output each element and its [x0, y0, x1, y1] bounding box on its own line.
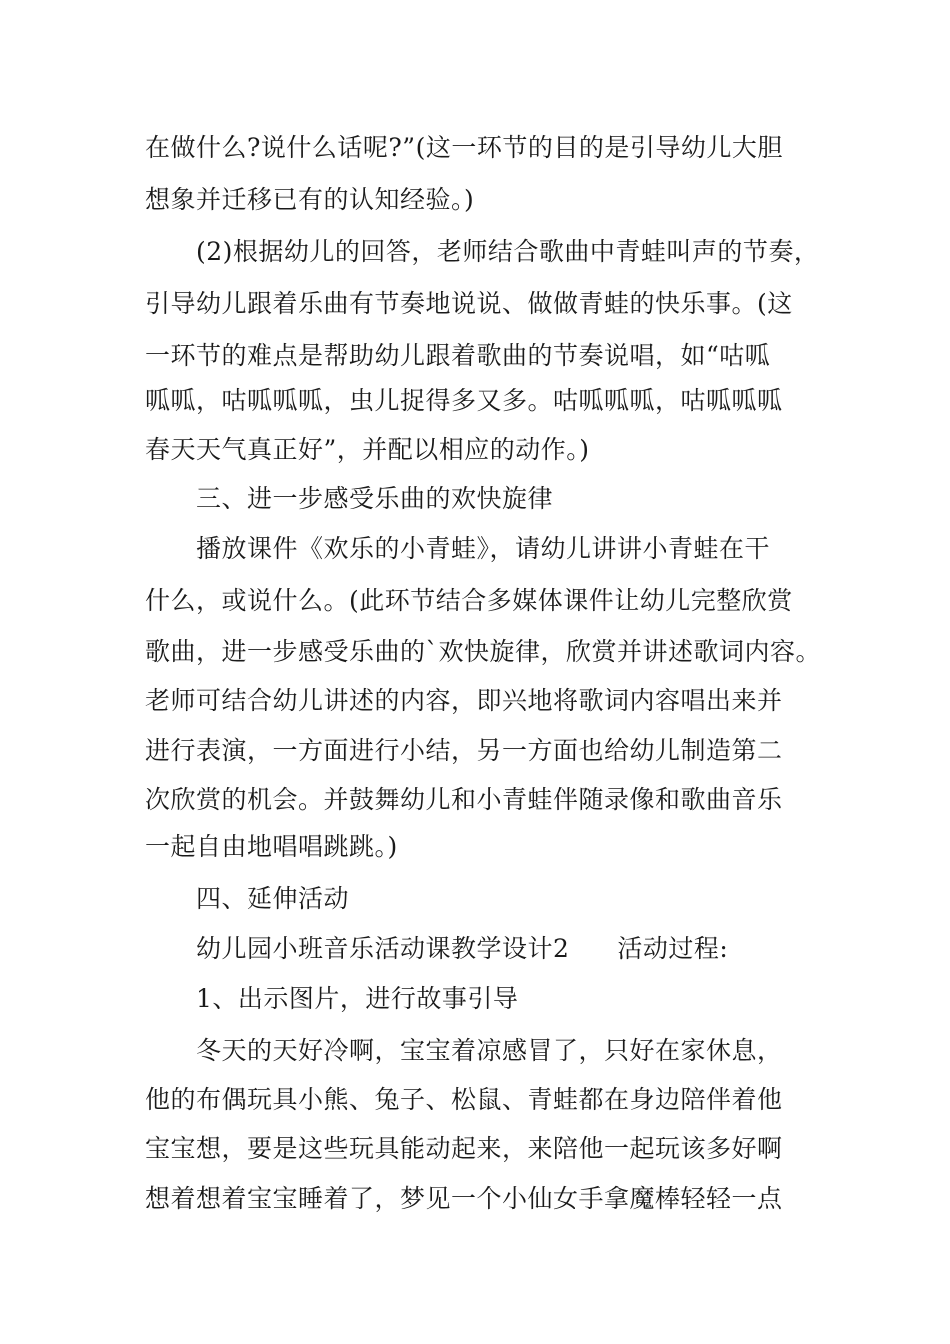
design-title: 幼儿园小班音乐活动课教学设计2 — [196, 934, 570, 963]
text-line: 老师可结合幼儿讲述的内容，即兴地将歌词内容唱出来并 — [145, 686, 783, 715]
text-line: 进行表演，一方面进行小结，另一方面也给幼儿制造第二 — [145, 736, 783, 765]
text-line: 歌曲，进一步感受乐曲的`欢快旋律，欣赏并讲述歌词内容。 — [145, 637, 822, 666]
design-title-line — [196, 932, 876, 966]
text-line: 引导幼儿跟着乐曲有节奏地说说、做做青蛙的快乐事。(这 — [145, 289, 793, 318]
text-line: (2)根据幼儿的回答，老师结合歌曲中青蛙叫声的节奏， — [196, 237, 820, 266]
text-line: 想象并迁移已有的认知经验。) — [145, 185, 475, 214]
design-subtitle: 活动过程: — [617, 934, 729, 963]
text-line: 什么，或说什么。(此环节结合多媒体课件让幼儿完整欣赏 — [145, 586, 793, 615]
text-line: 播放课件《欢乐的小青蛙》，请幼儿讲讲小青蛙在干 — [196, 534, 771, 563]
text-line: 冬天的天好冷啊，宝宝着凉感冒了，只好在家休息， — [196, 1036, 783, 1065]
section-heading: 四、延伸活动 — [196, 884, 350, 913]
text-line: 想着想着宝宝睡着了，梦见一个小仙女手拿魔棒轻轻一点 — [145, 1184, 783, 1213]
section-heading: 三、进一步感受乐曲的欢快旋律 — [196, 484, 554, 513]
text-line: 次欣赏的机会。并鼓舞幼儿和小青蛙伴随录像和歌曲音乐 — [145, 785, 783, 814]
text-line: 在做什么?说什么话呢?”(这一环节的目的是引导幼儿大胆 — [145, 133, 783, 162]
text-line: 呱呱，咕呱呱呱，虫儿捉得多又多。咕呱呱呱，咕呱呱呱 — [145, 386, 783, 415]
text-line: 宝宝想，要是这些玩具能动起来，来陪他一起玩该多好啊 — [145, 1134, 783, 1163]
text-line: 一环节的难点是帮助幼儿跟着歌曲的节奏说唱，如“咕呱 — [145, 341, 771, 370]
text-line: 他的布偶玩具小熊、兔子、松鼠、青蛙都在身边陪伴着他 — [145, 1085, 783, 1114]
text-line: 一起自由地唱唱跳跳。) — [145, 832, 398, 861]
section-heading: 1、出示图片，进行故事引导 — [196, 984, 519, 1013]
text-line: 春天天气真正好”，并配以相应的动作。) — [145, 435, 590, 464]
